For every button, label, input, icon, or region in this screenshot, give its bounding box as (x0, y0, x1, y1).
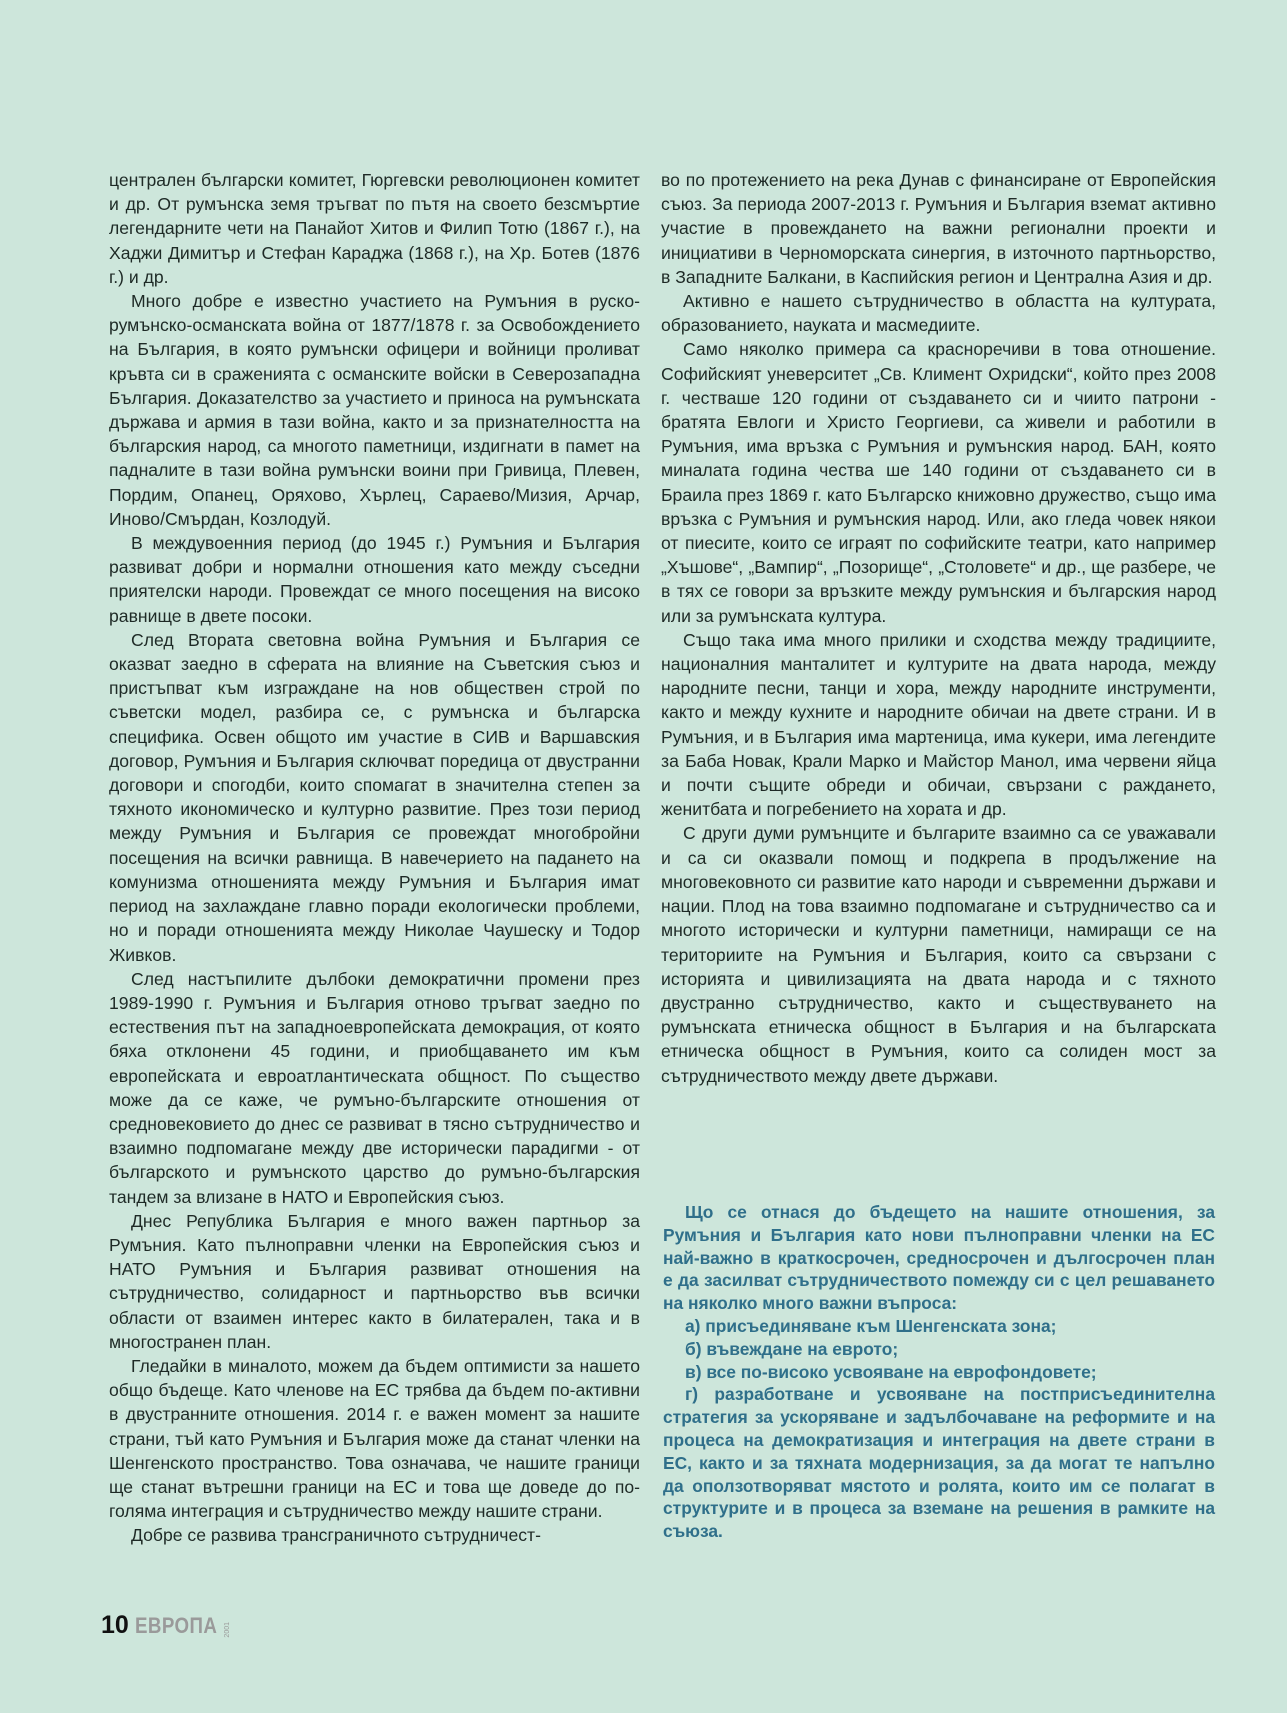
callout-intro: Що се отнася до бъдещето на нашите отношения, за Румъния и България като нови пълноправни членки на ЕС най-важно в краткосрочен, средносрочен и дългосрочен план е да засилват сътрудничеството помежду си с цел решаването на няколко много важни въпроса: (663, 1202, 1215, 1314)
paragraph: В междувоенния период (до 1945 г.) Румъния и България развиват добри и нормални отношения като между съседни приятелски народи. Провеждат се много посещения на високо равнище в двете посоки. (109, 533, 640, 626)
paragraph: Добре се развива трансграничното сътрудничест- (131, 1525, 541, 1546)
paragraph: След настъпилите дълбоки демократични промени през 1989-1990 г. Румъния и България отново тръгват заедно по естествения път на западноевропейската демокрация, от която бяха отклонени 45 години, и приобщаването им към европейската и евроатлантическата общност. По същество може да се каже, че румъно-българските отношения от средновековието до днес се развиват в тясно сътрудничество и взаимно подпомагане между две исторически парадигми - от българското и румънското царство до румъно-българския тандем за влизане в НАТО и Европейския съюз. (109, 968, 640, 1207)
page-number: 10 (101, 1611, 129, 1639)
callout-item: б) въвеждане на еврото; (685, 1338, 899, 1359)
callout-item: а) присъединяване към Шенгенската зона; (685, 1315, 1057, 1336)
magazine-year-mark (224, 1616, 232, 1638)
paragraph: След Втората световна война Румъния и България се оказват заедно в сферата на влияние на Съветския съюз и пристъпват към изграждане на нов обществен строй по съветски модел, разбира се, с румънска и българска специфика. Освен общото им участие в СИВ и Варшавския договор, Румъния и България сключват поредица от двустранни договори и спогодби, които спомагат в значителна степен за тяхното икономическо и културно развитие. През този период между Румъния и България се провеждат многобройни посещения на всички равнища. В навечерието на падането на комунизма отношенията между Румъния и България имат период на захлаждане главно поради екологически проблеми, но и поради отношенията между Николае Чаушеску и Тодор Живков. (109, 629, 640, 965)
callout-item: г) разработване и усвояване на постприсъединителна стратегия за ускоряване и задълбочаване на реформите и на процеса на демократизация и интеграция на двете страни в ЕС, както и за тяхната модернизация, за да могат те напълно да оползотворяват мястото и ролята, които им се полагат в структурите и в процеса за вземане на решения в рамките на съюза. (663, 1384, 1215, 1542)
paragraph: во по протежението на река Дунав с финансиране от Европейския съюз. За периода 2007-2013 г. Румъния и България вземат активно участие в провеждането на важни регионални проекти и инициативи в Черноморската синергия, в източното партньорство, в Западните Балкани, в Каспийския регион и Централна Азия и др. (661, 170, 1216, 287)
paragraph: централен български комитет, Гюргевски революционен комитет и др. От румънска земя тръгват по пътя на своето безсмъртие легендарните чети на Панайот Хитов и Филип Тотю (1867 г.), на Хаджи Димитър и Стефан Караджа (1868 г.), на Хр. Ботев (1876 г.) и др. (109, 170, 640, 287)
right-column (661, 168, 1216, 1088)
callout-item: в) все по-високо усвояване на еврофондовете; (685, 1361, 1097, 1382)
page-footer (101, 1612, 232, 1638)
paragraph: Активно е нашето сътрудничество в областта на културата, образованието, науката и масмедиите. (661, 291, 1216, 336)
paragraph: С други думи румънците и българите взаимно са се уважавали и са си оказвали помощ и подкрепа в продължение на многовековното си развитие като народи и съвременни държави и нации. Плод на това взаимно подпомагане и сътрудничество са и многото исторически и културни паметници, намиращи се на териториите на Румъния и България, които са свързани с историята и цивилизацията на двата народа и с тяхното двустранно сътрудничество, както и съществуването на румънската етническа общност в България и на българската етническа общност в Румъния, които са солиден мост за сътрудничеството между двете държави. (661, 823, 1216, 1086)
paragraph: Днес Република България е много важен партньор за Румъния. Като пълноправни членки на Европейския съюз и НАТО Румъния и България развиват отношения на сътрудничество, солидарност и партньорство във всички области от взаимен интерес както в билатерален, така и в многостранен план. (109, 1210, 640, 1352)
left-column (109, 168, 640, 1548)
paragraph: Много добре е известно участието на Румъния в руско-румънско-османската война от 1877/1878 г. за Освобождението на България, в която румънски офицери и войници проливат кръвта си в сраженията с османските войски в Северозападна България. Доказателство за участието и приноса на румънската държава и армия в тази война, както и за признателността на българския народ, са многото паметници, издигнати в памет на падналите в тази война румънски воини при Гривица, Плевен, Пордим, Опанец, Оряхово, Хърлец, Сараево/Мизия, Арчар, Иново/Смърдан, Козлодуй. (109, 291, 640, 529)
magazine-logo: ЕВРОПА (134, 1613, 218, 1638)
paragraph: Също така има много прилики и сходства между традициите, националния манталитет и културите на двата народа, между народните песни, танци и хора, между народните инструменти, както и между кухните и народните обичаи на двете страни. И в Румъния, и в България има мартеница, има кукери, има легендите за Баба Новак, Крали Марко и Майстор Манол, има червени яйца и почти същите обреди и обичаи, свързани с раждането, женитбата и погребението на хората и др. (661, 629, 1216, 820)
paragraph: Само няколко примера са красноречиви в това отношение. Софийският уневерситет „Св. Климент Охридски“, който през 2008 г. честваше 120 години от създаването си и чиито патрони - братята Евлоги и Христо Георгиеви, са живели и работили в Румъния, има връзка с Румъния и румънския народ. БАН, която миналата година чества ше 140 години от създаването си в Браила през 1869 г. като Българско книжовно дружество, също има връзка с Румъния и румънския народ. Или, ако гледа човек някои от пиесите, които се играят по софийските театри, като например „Хъшове“, „Вампир“, „Позорище“, „Столовете“ и др., ще разбере, че в тях се говори за връзките между румънския и българския народ или за румънската култура. (661, 339, 1216, 626)
magazine-year: 2001 (223, 1622, 231, 1638)
paragraph: Гледайки в миналото, можем да бъдем оптимисти за нашето общо бъдеще. Като членове на ЕС трябва да бъдем по-активни в двустранните отношения. 2014 г. е важен момент за нашите страни, тъй като Румъния и България може да станат членки на Шенгенското пространство. Това означава, че нашите граници ще станат вътрешни граници на ЕС и това ще доведе до по-голяма интеграция и сътрудничество между нашите страни. (109, 1355, 640, 1522)
highlight-callout (663, 1201, 1215, 1543)
